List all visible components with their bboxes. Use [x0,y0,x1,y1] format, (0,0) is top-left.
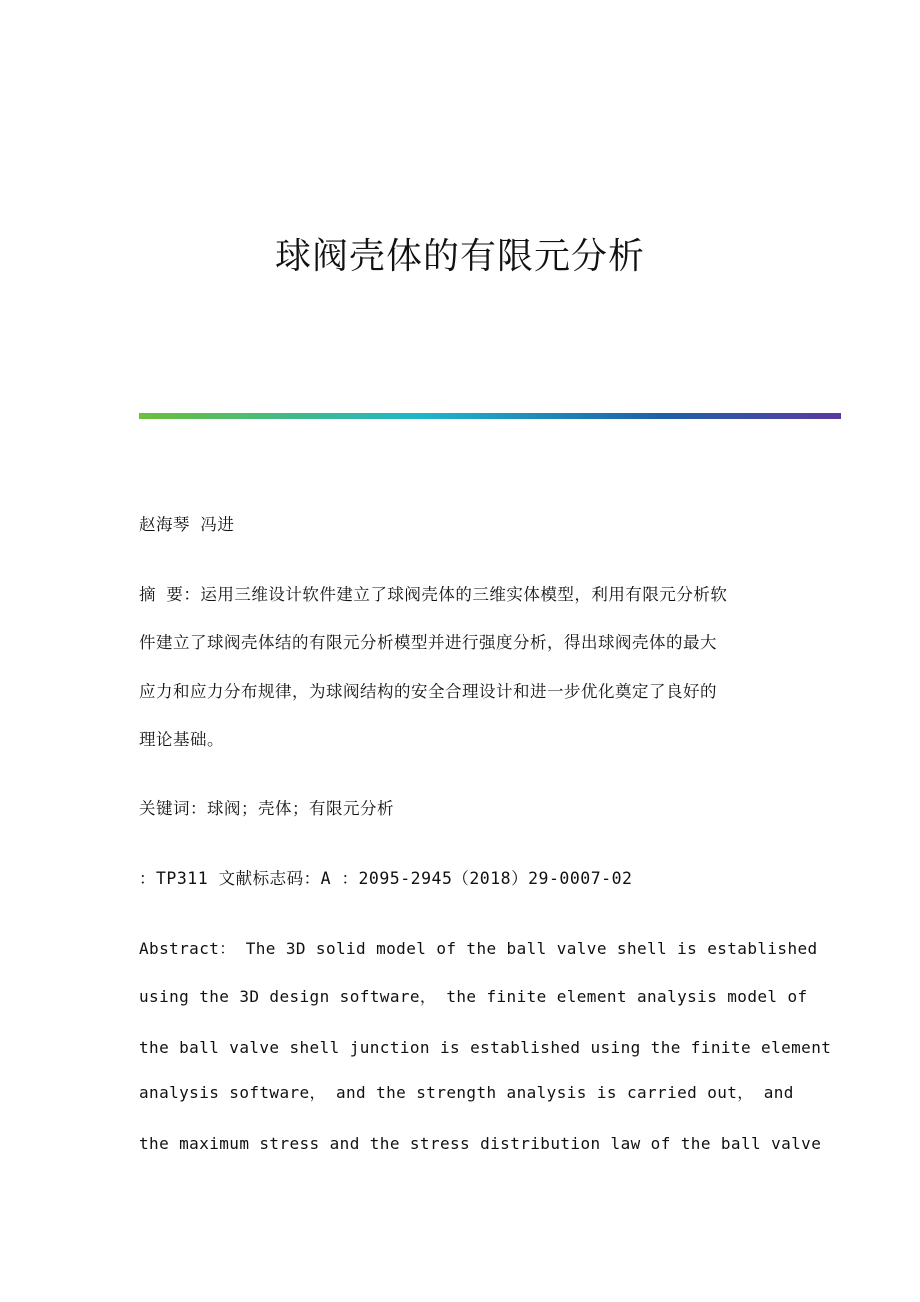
abstract-en-line: using the 3D design software， the finite element analysis model of [139,987,808,1006]
abstract-en-line: the maximum stress and the stress distribution law of the ball valve [139,1134,822,1153]
abstract-en-line: the ball valve shell junction is established using the finite element [139,1038,832,1057]
abstract-cn-line: 理论基础。 [139,730,224,749]
author-names: 赵海琴 冯进 [139,515,235,534]
title-divider [139,413,841,419]
abstract-en-line: analysis software， and the strength analysis is carried out， and [139,1083,794,1102]
abstract-cn-line: 应力和应力分布规律，为球阀结构的安全合理设计和进一步优化奠定了良好的 [139,682,717,701]
abstract-cn-line: 摘 要：运用三维设计软件建立了球阀壳体的三维实体模型，利用有限元分析软 [139,585,728,604]
page-title: 球阀壳体的有限元分析 [274,236,645,277]
abstract-en-line: Abstract： The 3D solid model of the ball valve shell is established [139,939,818,958]
classification-info: ：TP311 文献标志码：A ：2095-2945（2018）29-0007-02 [139,869,633,888]
keywords: 关键词：球阀；壳体；有限元分析 [139,799,394,818]
abstract-cn-line: 件建立了球阀壳体结的有限元分析模型并进行强度分析，得出球阀壳体的最大 [139,633,717,652]
